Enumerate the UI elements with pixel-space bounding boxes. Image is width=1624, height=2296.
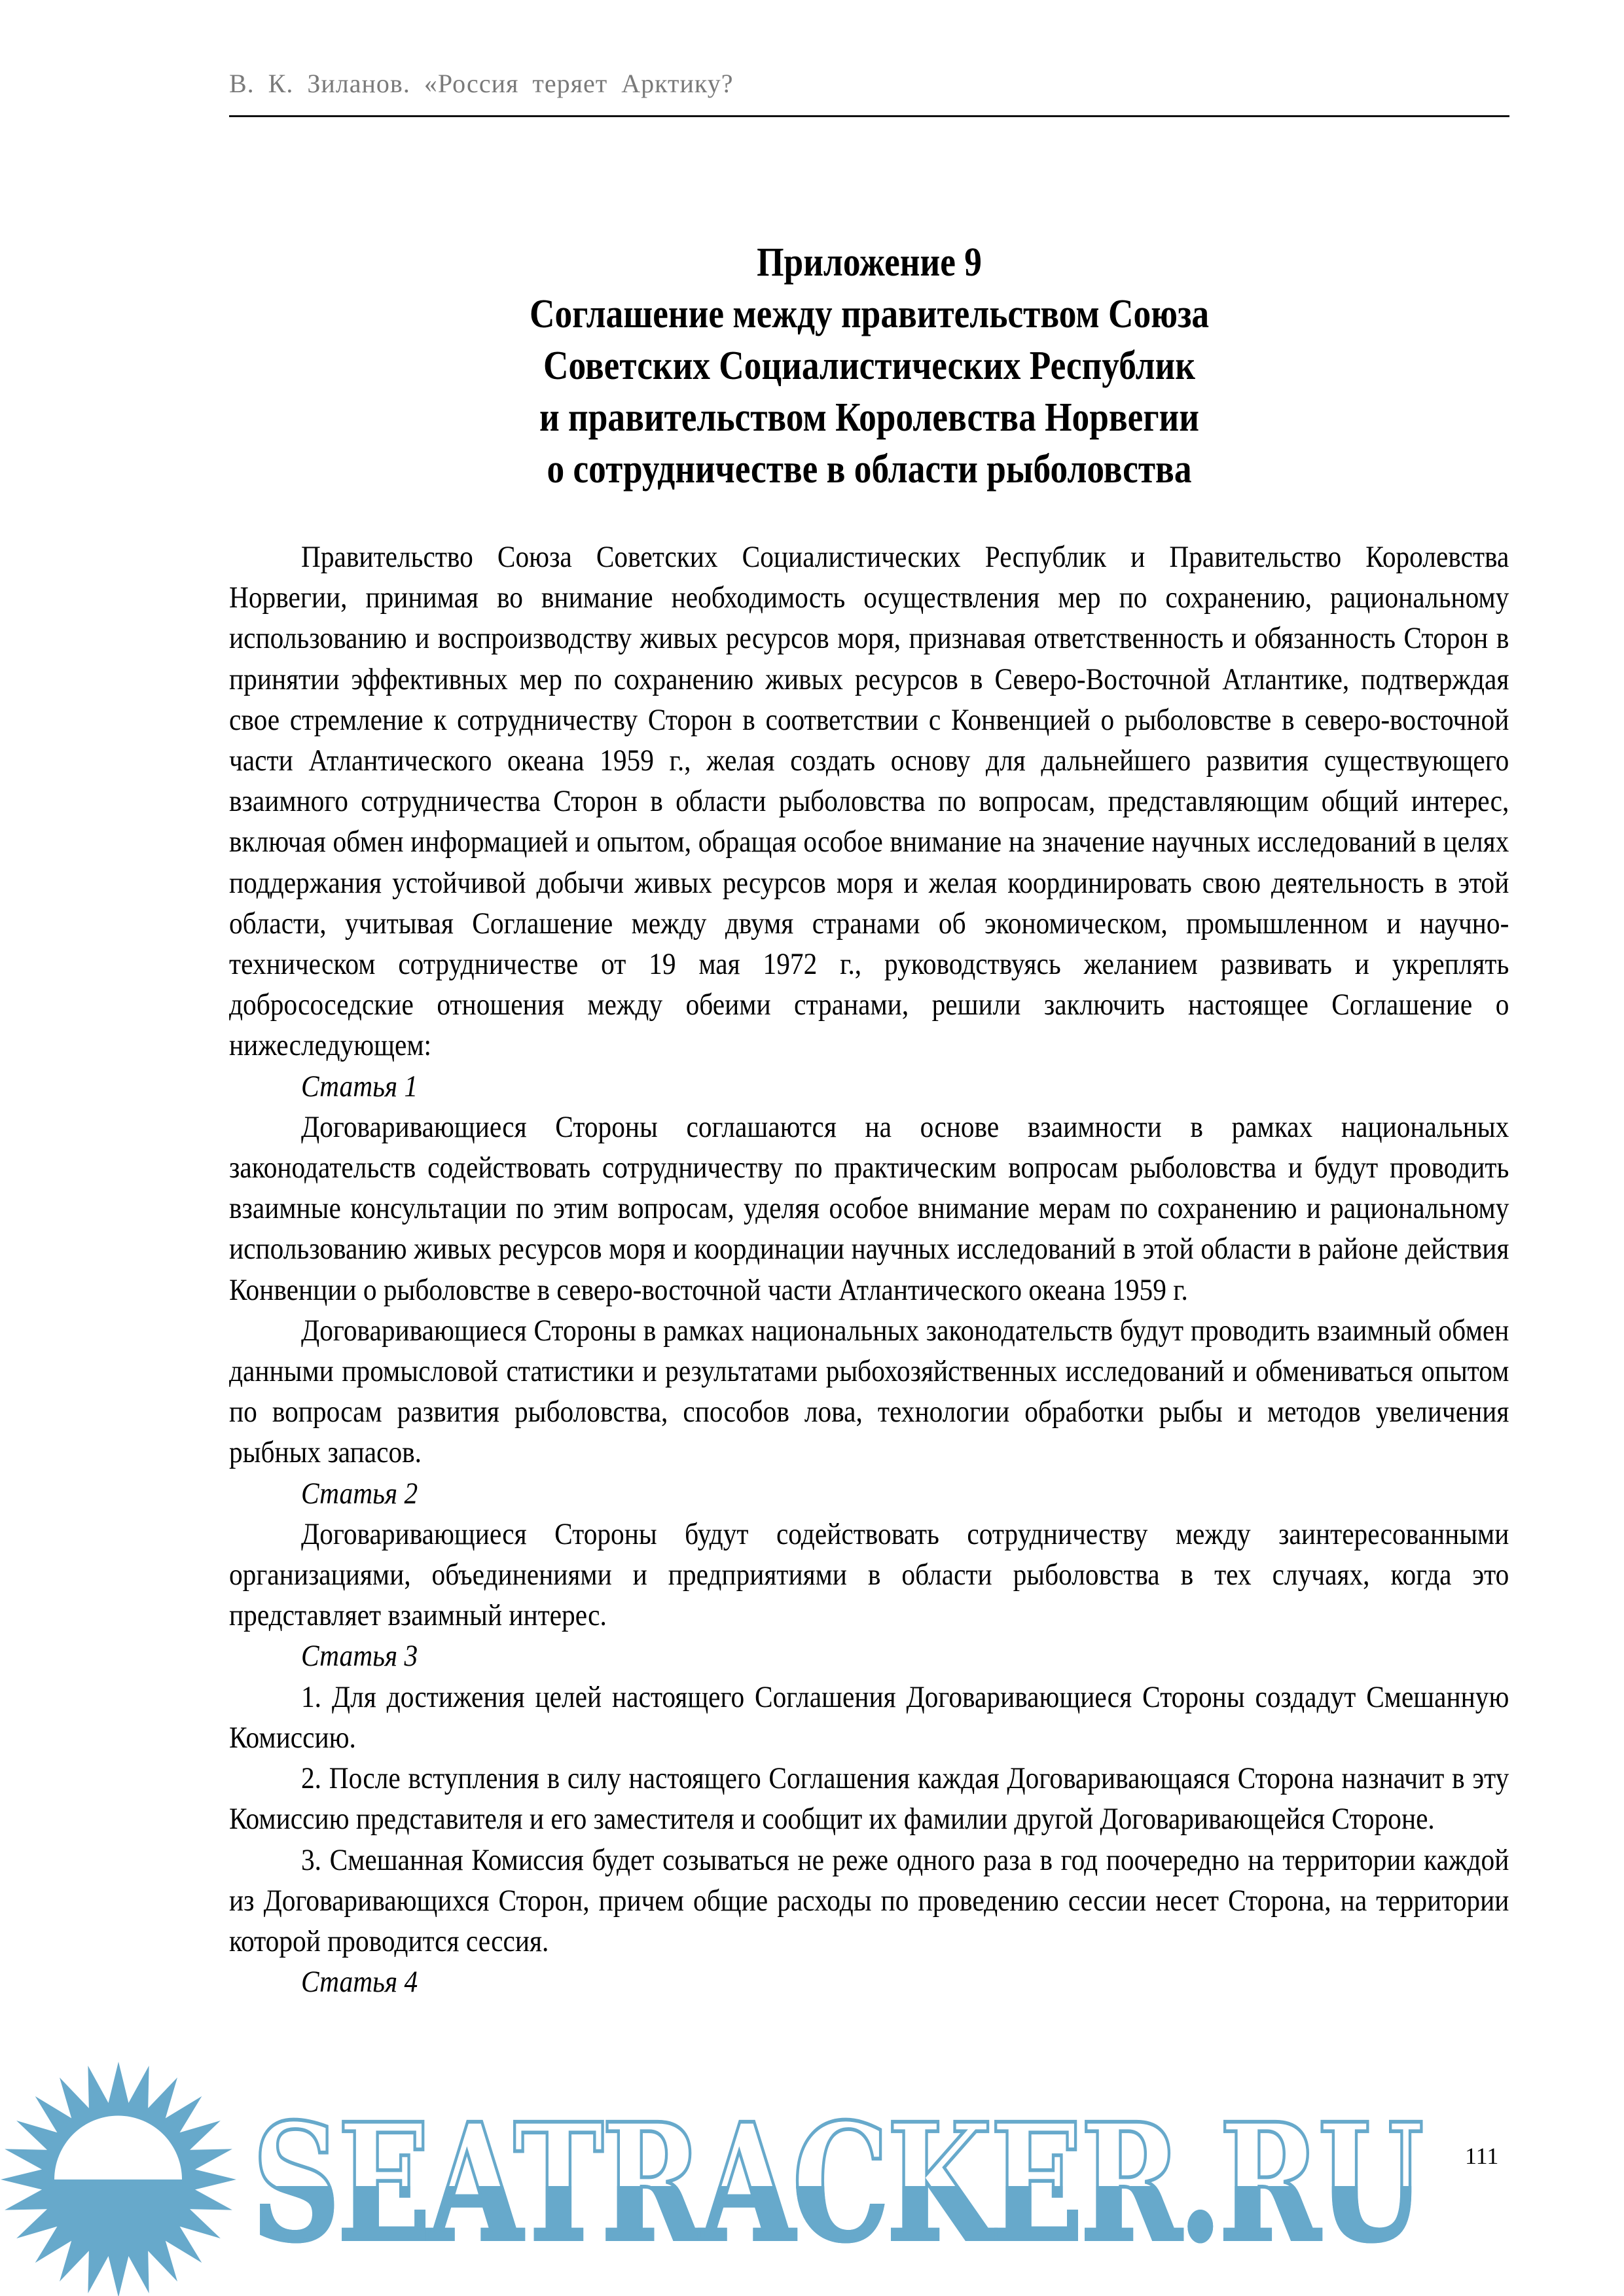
- page-number: 111: [1465, 2143, 1499, 2169]
- title-appendix-number: Приложение 9: [757, 240, 982, 285]
- title-line: Советских Социалистических Республик: [543, 344, 1195, 388]
- article-paragraph: 3. Смешанная Комиссия будет созываться не реже одного раза в год поочередно на территории каждой из Договаривающихся Сторон, причем общие расходы по проведению сессии несет Сторона, на территории которой проводится сессия.: [229, 1842, 1509, 1958]
- article-paragraph: Договаривающиеся Стороны в рамках национальных законодательств будут проводить взаимный обмен данными промысловой статистики и результатами рыбохозяйственных исследований и обмениваться опытом по вопросам развития рыболовства, способов лова, технологии обработки рыбы и методов увеличения рыбных запасов.: [229, 1313, 1509, 1470]
- title-line: Соглашение между правительством Союза: [529, 292, 1210, 336]
- article-paragraph: 1. Для достижения целей настоящего Соглашения Договаривающиеся Стороны создадут Смешанную Комиссию.: [229, 1679, 1509, 1755]
- article-heading: Статья 1: [301, 1069, 418, 1103]
- header-rule: [229, 115, 1509, 117]
- article-paragraph: 2. После вступления в силу настоящего Соглашения каждая Договаривающаяся Сторона назначит в эту Комиссию представителя и его заместителя и сообщит их фамилии другой Договаривающейся Стороне.: [229, 1761, 1509, 1837]
- article-heading: Статья 2: [301, 1476, 418, 1511]
- watermark-text: SEATRACKER.RU: [252, 2087, 1422, 2278]
- article-paragraph: Договаривающиеся Стороны соглашаются на основе взаимности в рамках национальных законодательств содействовать сотрудничеству по практическим вопросам рыболовства и будут проводить взаимные консультации по этим вопросам, уделяя особое внимание мерам по сохранению и рациональному использованию живых ресурсов моря и координации научных исследований в этой области в районе действия Конвенции о рыболовстве в северо-восточной части Атлантического океана 1959 г.: [229, 1109, 1509, 1307]
- preamble-paragraph: Правительство Союза Советских Социалистических Республик и Правительство Королевства Норвегии, принимая во внимание необходимость осуществления мер по сохранению, рациональному использованию и воспроизводству живых ресурсов моря, признавая ответственность и обязанность Сторон в принятии эффективных мер по сохранению живых ресурсов в Северо-Восточной Атлантике, подтверждая свое стремление к сотрудничеству Сторон в соответствии с Конвенцией о рыболовстве в северо-восточной части Атлантического океана 1959 г., желая создать основу для дальнейшего развития существующего взаимного сотрудничества Сторон в области рыболовства по вопросам, представляющим общий интерес, включая обмен информацией и опытом, обращая особое внимание на значение научных исследований в целях поддержания устойчивой добычи живых ресурсов моря и желая координировать свою деятельность в этой области, учитывая Соглашение между двумя странами об экономическом, промышленном и научно-техническом сотрудничестве от 19 мая 1972 г., руководствуясь желанием развивать и укреплять добрососедские отношения между обеими странами, решили заключить настоящее Соглашение о нижеследующем:: [229, 540, 1509, 1063]
- title-line: о сотрудничестве в области рыболовства: [547, 447, 1192, 492]
- article-paragraph: Договаривающиеся Стороны будут содействовать сотрудничеству между заинтересованными организациями, объединениями и предприятиями в области рыболовства в тех случаях, когда это представляет взаимный интерес.: [229, 1516, 1509, 1633]
- article-heading: Статья 4: [301, 1965, 418, 2000]
- title-line: и правительством Королевства Норвегии: [539, 395, 1200, 440]
- sun-over-sea-icon: [1, 2062, 236, 2296]
- running-head: В. К. Зиланов. «Россия теряет Арктику?: [229, 69, 734, 98]
- page-title: [229, 237, 1509, 495]
- document-body: [229, 537, 1509, 2002]
- article-heading: Статья 3: [301, 1639, 418, 1674]
